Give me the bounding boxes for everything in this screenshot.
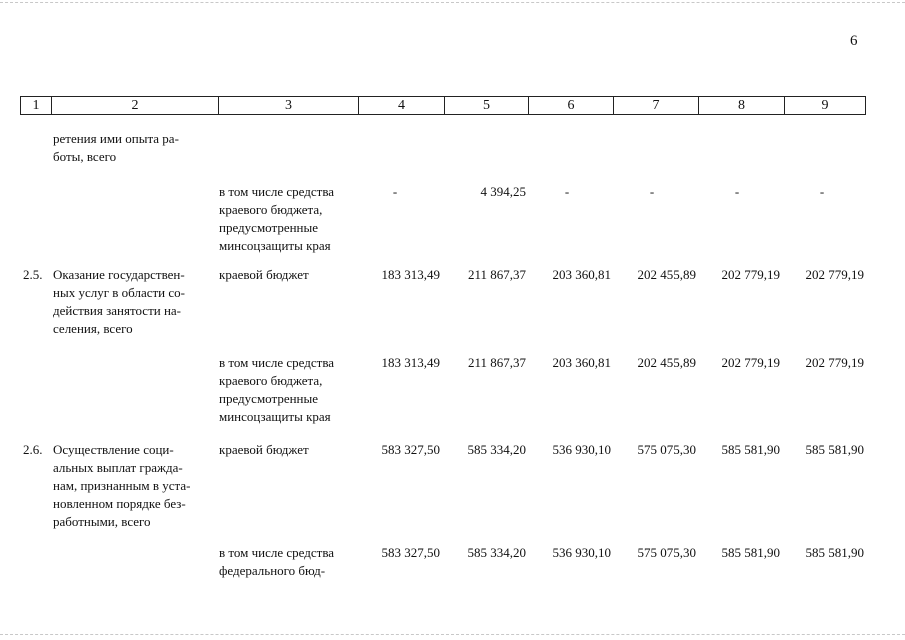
value-col-5: 585 334,20: [467, 442, 526, 457]
header-col-6: 6: [528, 97, 613, 114]
value-col-4: -: [392, 184, 398, 199]
value-col-5: 211 867,37: [467, 267, 526, 282]
scan-edge-top: [0, 2, 905, 3]
row-number: 2.6.: [23, 442, 43, 457]
value-col-7: 202 455,89: [637, 355, 696, 370]
source-line: краевого бюджета,: [219, 373, 323, 388]
description-line: действия занятости на-: [53, 303, 182, 318]
header-col-7: 7: [613, 97, 698, 114]
value-col-6: 536 930,10: [552, 545, 611, 560]
source-funding: краевой бюджет: [219, 442, 309, 457]
source-funding: [219, 354, 357, 426]
row-continuation-description: [53, 130, 216, 166]
value-col-5: 211 867,37: [467, 355, 526, 370]
source-line: в том числе средства: [219, 545, 335, 560]
value-col-9: 585 581,90: [805, 545, 864, 560]
source-line: минсоцзащиты края: [219, 238, 331, 253]
source-line: предусмотренные: [219, 220, 319, 235]
value-col-8: 202 779,19: [721, 267, 780, 282]
value-col-8: 585 581,90: [721, 442, 780, 457]
value-col-6: 536 930,10: [552, 442, 611, 457]
description-line: Оказание государствен-: [53, 267, 185, 282]
value-col-8: 585 581,90: [721, 545, 780, 560]
value-col-6: -: [564, 184, 570, 199]
scan-edge-bottom: [0, 634, 905, 635]
description-line: Осуществление соци-: [53, 442, 174, 457]
description-line: работными, всего: [53, 514, 151, 529]
value-col-9: -: [819, 184, 825, 199]
header-col-2: 2: [51, 97, 218, 114]
source-line: краевого бюджета,: [219, 202, 323, 217]
source-line: в том числе средства: [219, 184, 335, 199]
description-line: альных выплат гражда-: [53, 460, 183, 475]
row-description: [53, 441, 216, 531]
value-col-4: 583 327,50: [381, 545, 440, 560]
value-col-5: 4 394,25: [480, 184, 526, 199]
source-funding: [219, 544, 357, 580]
header-col-8: 8: [698, 97, 784, 114]
value-col-8: 202 779,19: [721, 355, 780, 370]
value-col-9: 202 779,19: [805, 267, 864, 282]
value-col-4: 183 313,49: [381, 267, 440, 282]
source-line: минсоцзащиты края: [219, 409, 331, 424]
row-number: 2.5.: [23, 267, 43, 282]
description-line: ретения ими опыта ра-: [53, 131, 179, 146]
value-col-8: -: [734, 184, 740, 199]
value-col-4: 183 313,49: [381, 355, 440, 370]
table-header-row: [20, 96, 866, 115]
source-line: предусмотренные: [219, 391, 319, 406]
header-col-9: 9: [784, 97, 865, 114]
row-description: [53, 266, 216, 338]
source-funding: [219, 183, 357, 255]
header-col-5: 5: [444, 97, 528, 114]
description-line: нам, признанным в уста-: [53, 478, 191, 493]
source-line: в том числе средства: [219, 355, 335, 370]
value-col-6: 203 360,81: [552, 355, 611, 370]
value-col-9: 202 779,19: [805, 355, 864, 370]
value-col-7: 575 075,30: [637, 545, 696, 560]
description-line: боты, всего: [53, 149, 117, 164]
description-line: новленном порядке без-: [53, 496, 186, 511]
header-col-1: 1: [32, 98, 40, 113]
value-col-7: 575 075,30: [637, 442, 696, 457]
value-col-4: 583 327,50: [381, 442, 440, 457]
source-funding: краевой бюджет: [219, 267, 309, 282]
header-col-3: 3: [218, 97, 358, 114]
description-line: селения, всего: [53, 321, 133, 336]
value-col-6: 203 360,81: [552, 267, 611, 282]
value-col-5: 585 334,20: [467, 545, 526, 560]
value-col-7: 202 455,89: [637, 267, 696, 282]
description-line: ных услуг в области со-: [53, 285, 185, 300]
page-number: 6: [850, 33, 858, 49]
value-col-7: -: [649, 184, 655, 199]
header-col-4: 4: [358, 97, 444, 114]
value-col-9: 585 581,90: [805, 442, 864, 457]
source-line: федерального бюд-: [219, 563, 326, 578]
